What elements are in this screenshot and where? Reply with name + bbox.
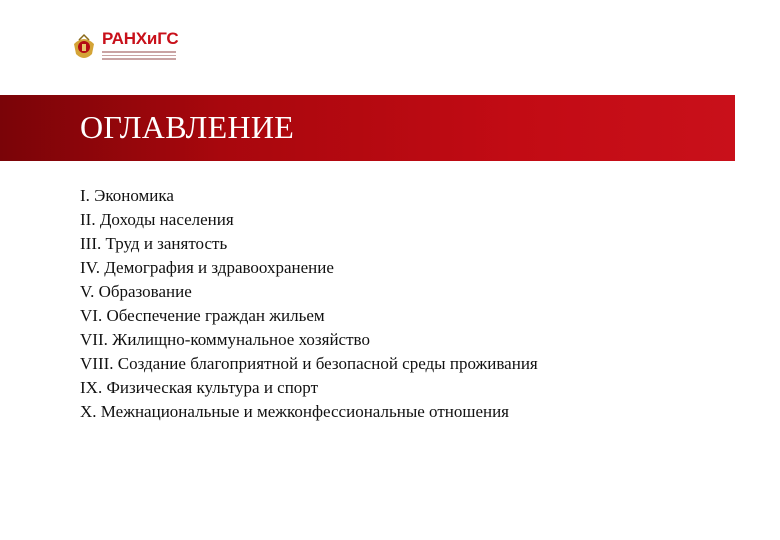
logo-wordmark: РАНХиГС (102, 29, 179, 48)
toc-item: VI. Обеспечение граждан жильем (80, 306, 325, 325)
emblem-icon (70, 32, 98, 62)
toc-item: VII. Жилищно-коммунальное хозяйство (80, 330, 370, 349)
page-title: ОГЛАВЛЕНИЕ (80, 109, 295, 145)
table-of-contents (80, 184, 538, 424)
toc-item: I. Экономика (80, 186, 174, 205)
logo-subtitle-lines (102, 51, 176, 62)
toc-item: III. Труд и занятость (80, 234, 228, 253)
ranepa-logo (70, 30, 180, 66)
toc-item: II. Доходы населения (80, 210, 234, 229)
title-banner (0, 95, 735, 161)
toc-item: IV. Демография и здравоохранение (80, 258, 334, 277)
toc-item: IX. Физическая культура и спорт (80, 378, 319, 397)
toc-item: VIII. Создание благоприятной и безопасной среды проживания (80, 354, 538, 373)
toc-item: X. Межнациональные и межконфессиональные отношения (80, 402, 510, 421)
toc-item: V. Образование (80, 282, 192, 301)
